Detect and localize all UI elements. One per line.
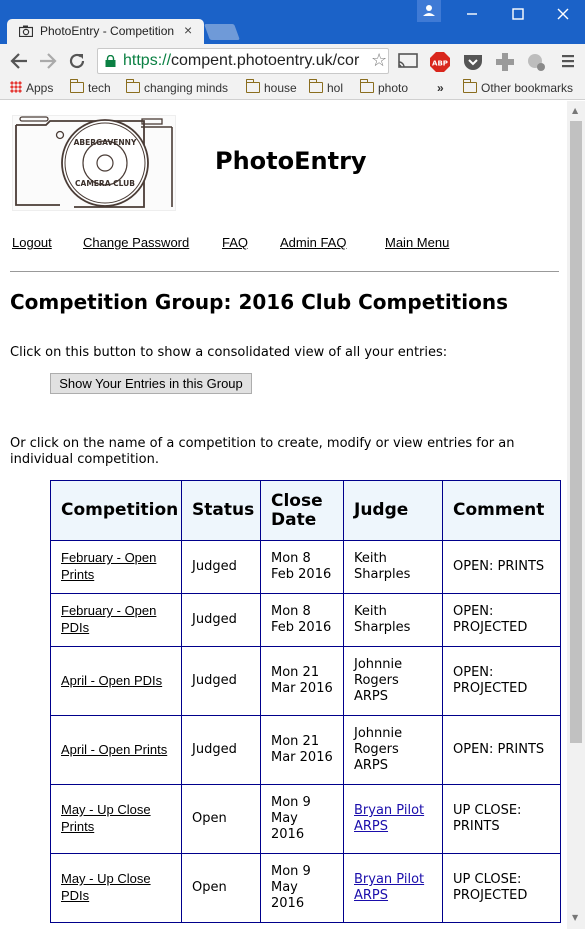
url-text: https://compent.photoentry.uk/cor [123,52,360,69]
table-row [51,541,561,594]
judge-link[interactable]: Bryan Pilot ARPS [354,803,425,834]
close-date-cell: Mon 8 Feb 2016 [261,541,344,594]
competitions-table [50,480,561,923]
competition-link[interactable]: May - Up Close Prints [61,802,151,834]
bookmark-other-bookmarks[interactable]: Other bookmarks [463,81,573,95]
judge-cell: Johnnie Rogers ARPS [344,716,443,785]
table-row [51,785,561,854]
lock-icon [105,55,116,67]
bookmark-star-icon[interactable]: ☆ [368,50,387,71]
column-header-status: Status [182,481,261,541]
logo-text-line2: CAMERA CLUB [75,179,135,188]
individual-competition-text: Or click on the name of a competition to create, modify or view entries for an individual competition. [10,436,515,467]
page-content [0,101,567,929]
table-header-row [51,481,561,541]
logout-link[interactable]: Logout [12,235,52,250]
folder-icon [70,82,84,93]
status-cell: Judged [182,647,261,716]
admin-faq-link[interactable]: Admin FAQ [280,235,347,250]
comment-cell: OPEN: PROJECTED [443,647,561,716]
bookmark-tech[interactable]: tech [70,81,111,95]
status-cell: Judged [182,541,261,594]
extension-icon[interactable] [526,52,546,72]
scrollbar-thumb[interactable] [570,121,582,743]
folder-icon [126,82,140,93]
competition-cell [51,647,182,716]
bookmarks-bar [0,78,585,100]
folder-icon [309,82,323,93]
column-header-close-date: Close Date [261,481,344,541]
competition-link[interactable]: April - Open Prints [61,741,168,757]
competition-link[interactable]: February - Open PDIs [61,603,157,635]
tab-close-icon[interactable]: × [184,22,193,38]
back-icon[interactable] [9,52,29,70]
main-menu-link[interactable]: Main Menu [385,235,450,250]
competition-cell [51,785,182,854]
apps-icon [10,81,22,93]
bookmark-house[interactable]: house [246,81,297,95]
judge-cell: Keith Sharples [344,541,443,594]
competition-cell [51,716,182,785]
folder-icon [463,82,477,93]
competition-cell [51,541,182,594]
bookmarks-overflow-button[interactable]: » [437,81,444,95]
menu-icon[interactable] [561,53,575,69]
profile-button[interactable] [417,0,441,22]
show-entries-button[interactable]: Show Your Entries in this Group [50,373,252,394]
forward-icon[interactable] [38,52,58,70]
svg-text:ABP: ABP [432,59,448,68]
close-window-button[interactable] [548,0,578,28]
close-date-cell: Mon 21 Mar 2016 [261,647,344,716]
close-date-cell: Mon 9 May 2016 [261,785,344,854]
adblock-plus-icon[interactable] [429,51,451,73]
status-cell: Open [182,785,261,854]
reload-icon[interactable] [67,51,87,71]
faq-link[interactable]: FAQ [222,235,249,250]
maximize-icon [503,0,533,28]
bookmark-photo[interactable]: photo [360,81,408,95]
browser-tab[interactable] [7,19,204,45]
consolidated-view-text: Click on this button to show a consolidated view of all your entries: [10,345,448,360]
competition-cell [51,594,182,647]
judge-cell: Johnnie Rogers ARPS [344,647,443,716]
logo-text-line1: ABERGAVENNY [73,138,137,147]
comment-cell: UP CLOSE: PRINTS [443,785,561,854]
cast-icon[interactable] [398,53,418,69]
column-header-comment: Comment [443,481,561,541]
scroll-up-icon[interactable]: ▲ [572,106,579,115]
competition-link[interactable]: May - Up Close PDIs [61,871,151,903]
competition-link[interactable]: February - Open Prints [61,550,157,582]
club-logo [12,115,176,211]
vertical-scrollbar[interactable] [567,101,585,929]
new-tab-button[interactable] [204,24,240,40]
bookmark-apps[interactable]: Apps [10,81,53,95]
close-date-cell: Mon 21 Mar 2016 [261,716,344,785]
status-cell: Judged [182,594,261,647]
pocket-icon[interactable] [463,53,483,71]
competition-cell [51,854,182,923]
comment-cell: OPEN: PRINTS [443,716,561,785]
folder-icon [360,82,374,93]
minimize-button[interactable] [457,0,487,28]
column-header-competition: Competition [51,481,182,541]
judge-cell [344,785,443,854]
minimize-icon [457,0,487,28]
divider [10,271,559,272]
table-row [51,854,561,923]
table-row [51,647,561,716]
close-date-cell: Mon 8 Feb 2016 [261,594,344,647]
change-password-link[interactable]: Change Password [83,235,190,250]
table-row [51,716,561,785]
address-bar[interactable] [97,48,389,74]
close-icon [548,0,578,28]
judge-cell: Keith Sharples [344,594,443,647]
tab-title: PhotoEntry - Competition [40,24,175,38]
folder-icon [246,82,260,93]
title-bar [0,0,585,44]
comment-cell: OPEN: PRINTS [443,541,561,594]
bookmark-changing-minds[interactable]: changing minds [126,81,228,95]
comment-cell: UP CLOSE: PROJECTED [443,854,561,923]
browser-toolbar [0,44,585,78]
close-date-cell: Mon 9 May 2016 [261,854,344,923]
status-cell: Judged [182,716,261,785]
column-header-judge: Judge [344,481,443,541]
page-title: Competition Group: 2016 Club Competitions [10,290,508,314]
camera-icon [19,25,33,37]
site-title: PhotoEntry [215,147,367,175]
person-icon [417,0,441,22]
judge-link[interactable]: Bryan Pilot ARPS [354,872,425,903]
maximize-button[interactable] [503,0,533,28]
table-row [51,594,561,647]
bookmark-hol[interactable]: hol [309,81,343,95]
competition-link[interactable]: April - Open PDIs [61,672,163,688]
status-cell: Open [182,854,261,923]
scroll-down-icon[interactable]: ▼ [572,913,579,922]
gamepad-icon[interactable] [495,52,515,72]
judge-cell [344,854,443,923]
comment-cell: OPEN: PROJECTED [443,594,561,647]
